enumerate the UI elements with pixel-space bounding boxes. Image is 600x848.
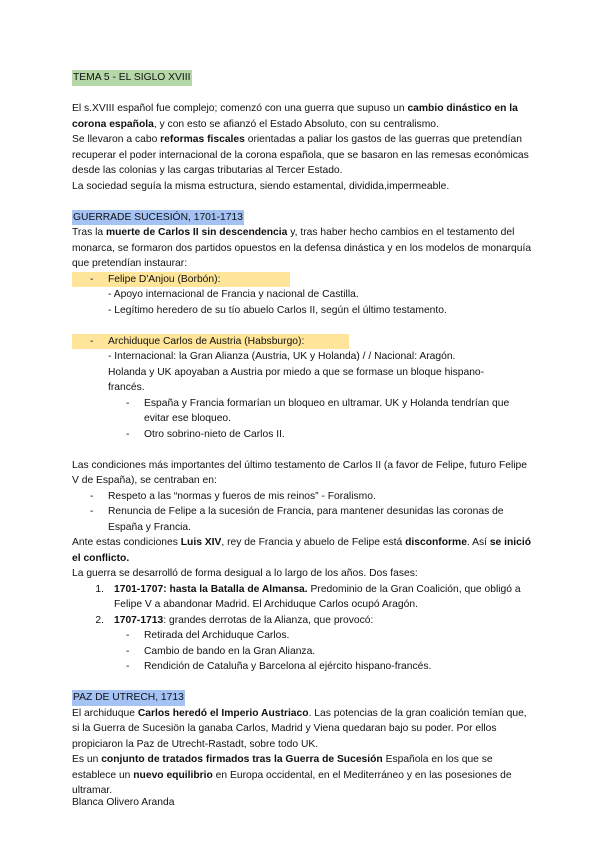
guerra-paragraph: La guerra se desarrolló de forma desigual a lo largo de los años. Dos fases:: [72, 568, 418, 579]
phase-2: 2. 1707-1713: grandes derrotas de la Alianza, que provocó:: [95, 614, 374, 626]
section-heading-paz: PAZ DE UTRECH, 1713: [72, 690, 532, 706]
section-heading-guerra: GUERRADE SUCESIÓN, 1701-1713: [72, 210, 532, 226]
carlos-item: - Archiduque Carlos de Austria (Habsburgo):: [72, 334, 349, 350]
phase-2-item-3: - Rendición de Cataluña y Barcelona al ejército hispano-francés.: [126, 661, 432, 672]
document-page: [72, 70, 532, 799]
page-title: TEMA 5 - EL SIGLO XVIII: [72, 70, 532, 86]
paz-paragraph-1: El archiduque Carlos heredó el Imperio Austriaco. Las potencias de la gran coalición temían que, si la Guerra de Sucesiön la ganaba Carlos, Madrid y Viena quedaran bajo su poder. Por ellos propiciaron la Paz de Utrecht-Rastadt, sobre todo UK.: [72, 707, 527, 750]
carlos-point-1: - España y Francia formarían un bloqueo en ultramar. UK y Holanda tendrían que evitar ese bloqueo.: [126, 397, 510, 424]
carlos-text: - Internacional: la Gran Alianza (Austria, UK y Holanda) / / Nacional: Aragón. Holanda y UK apoyaban a Austria por miedo a que se formase un bloque hispano-francés.: [108, 351, 485, 393]
author-footer: Blanca Olivero Aranda: [72, 797, 175, 808]
condition-item-2: - Renuncia de Felipe a la sucesión de Francia, para mantener desunidas las coronas de España y Francia.: [90, 506, 504, 533]
felipe-item: - Felipe D'Anjou (Borbón):: [72, 272, 290, 288]
felipe-point-2: - Legítimo heredero de su tío abuelo Carlos II, según el último testamento.: [108, 304, 447, 316]
phase-1: 1. 1701-1707: hasta la Batalla de Almansa. Predominio de la Gran Coalición, que obligó a Felipe V a abandonar Madrid. El Archiduque Carlos ocupó Aragón.: [95, 583, 521, 610]
intro-paragraph-2: Se llevaron a cabo reformas fiscales orientadas a paliar los gastos de las guerras que pretendían recuperar el poder internacional de la corona española, que se basaron en las remesas económicas desde las colonias y las cargas tributarias al Tercer Estado.: [72, 134, 529, 176]
paz-paragraph-2: Es un conjunto de tratados firmados tras la Guerra de Sucesión Española en los que se establece un nuevo equilibrio en Europa occidental, en el Mediterráneo y en las posesiones de ultramar.: [72, 754, 512, 796]
phase-2-item-1: - Retirada del Archiduque Carlos.: [126, 630, 290, 641]
felipe-point-1: - Apoyo internacional de Francia y nacional de Castilla.: [108, 289, 359, 300]
intro-paragraph-1: El s.XVIII español fue complejo; comenzó con una guerra que supuso un cambio dinástico en la corona española, y con esto se afianzó el Estado Absoluto, con su centralismo.: [72, 103, 518, 130]
intro-paragraph-3: La sociedad seguía la misma estructura, siendo estamental, dividida,impermeable.: [72, 180, 450, 192]
carlos-point-2: - Otro sobrino-nieto de Carlos II.: [126, 428, 285, 440]
guerra-intro: Tras la muerte de Carlos II sin descendencia y, tras haber hecho cambios en el testamento del monarca, se formaron dos partidos opuestos en la defensa dinástica y en los modelos de monarquía que pretendían instaurar:: [72, 227, 532, 269]
ante-paragraph: Ante estas condiciones Luis XIV, rey de Francia y abuelo de Felipe está disconforme. Así se inició el conflicto.: [72, 537, 532, 564]
condition-item-1: - Respeto a las “normas y fueros de mis reinos” - Foralismo.: [90, 490, 376, 502]
phase-2-item-2: - Cambio de bando en la Gran Alianza.: [126, 645, 316, 657]
conditions-paragraph: Las condiciones más importantes del último testamento de Carlos II (a favor de Felipe, futuro Felipe V de España), se centraban en:: [72, 459, 528, 486]
